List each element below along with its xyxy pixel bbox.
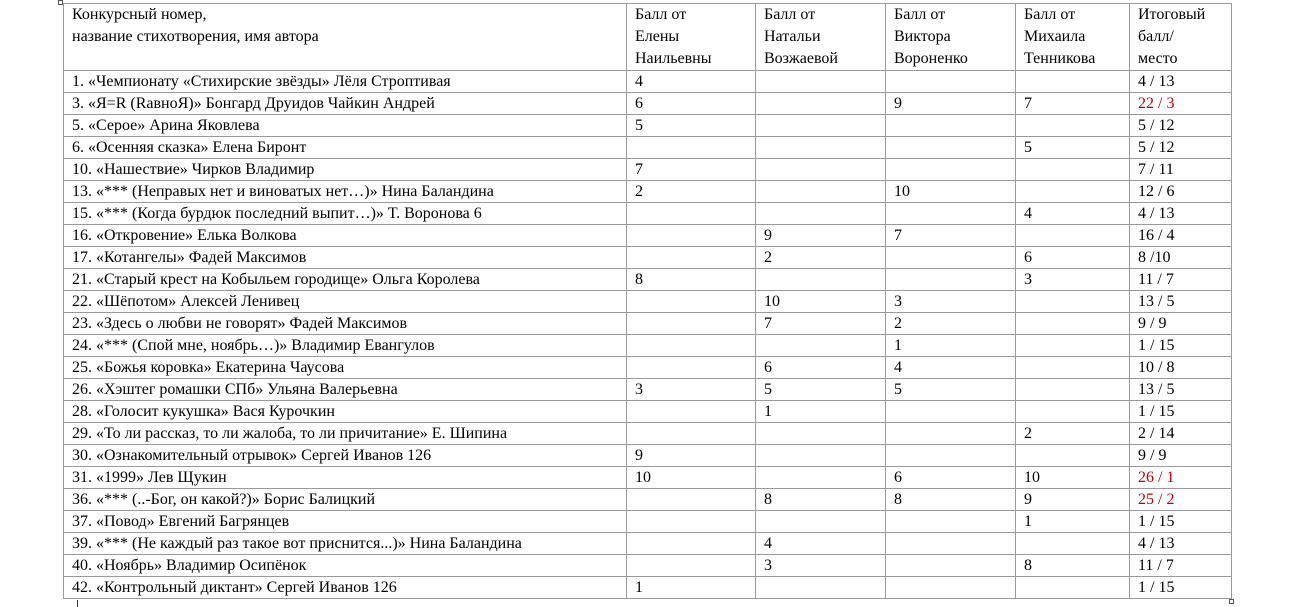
cell-score-judge-3: 7 — [886, 225, 1016, 247]
cell-total-place: 1 / 15 — [1130, 577, 1232, 599]
cell-score-judge-4 — [1016, 445, 1130, 467]
cell-score-judge-2 — [756, 269, 886, 291]
cell-score-judge-1: 9 — [627, 445, 756, 467]
cell-score-judge-2 — [756, 137, 886, 159]
cell-entry: 15. «*** (Когда бурдюк последний выпит…)» Т. Воронова 6 — [64, 203, 627, 225]
table-row — [64, 577, 1232, 599]
cell-score-judge-1 — [627, 533, 756, 555]
cell-total-place: 16 / 4 — [1130, 225, 1232, 247]
cell-entry: 22. «Шёпотом» Алексей Ленивец — [64, 291, 627, 313]
cell-score-judge-4 — [1016, 357, 1130, 379]
table-resize-handle[interactable] — [1229, 599, 1234, 604]
cell-score-judge-3: 6 — [886, 467, 1016, 489]
cell-score-judge-3 — [886, 203, 1016, 225]
header-judge-3-line1: Балл от — [894, 6, 946, 23]
header-judge-1-line1: Балл от — [635, 6, 687, 23]
cell-score-judge-2 — [756, 511, 886, 533]
cell-score-judge-1 — [627, 225, 756, 247]
header-entry-line1: Конкурсный номер, — [72, 6, 207, 23]
cell-total-place: 12 / 6 — [1130, 181, 1232, 203]
cell-score-judge-4 — [1016, 313, 1130, 335]
cell-score-judge-3 — [886, 401, 1016, 423]
cell-score-judge-1: 3 — [627, 379, 756, 401]
header-judge-3-line2: Виктора — [894, 28, 951, 45]
cell-entry: 21. «Старый крест на Кобыльем городище» Ольга Королева — [64, 269, 627, 291]
header-judge-4-line3: Тенникова — [1024, 50, 1096, 67]
cell-score-judge-2 — [756, 445, 886, 467]
cell-score-judge-2 — [756, 115, 886, 137]
cell-total-place: 8 /10 — [1130, 247, 1232, 269]
cell-total-place: 26 / 1 — [1130, 467, 1232, 489]
header-entry — [64, 4, 627, 71]
cell-score-judge-2 — [756, 335, 886, 357]
cell-entry: 17. «Котангелы» Фадей Максимов — [64, 247, 627, 269]
cell-total-place: 7 / 11 — [1130, 159, 1232, 181]
cell-score-judge-4 — [1016, 115, 1130, 137]
cell-total-place: 10 / 8 — [1130, 357, 1232, 379]
cell-total-place: 4 / 13 — [1130, 203, 1232, 225]
cell-total-place: 1 / 15 — [1130, 335, 1232, 357]
table-row — [64, 93, 1232, 115]
cell-entry: 28. «Голосит кукушка» Вася Курочкин — [64, 401, 627, 423]
header-judge-2 — [756, 4, 886, 71]
cell-entry: 42. «Контрольный диктант» Сергей Иванов 126 — [64, 577, 627, 599]
cell-score-judge-4: 6 — [1016, 247, 1130, 269]
cell-score-judge-3 — [886, 555, 1016, 577]
cell-total-place: 9 / 9 — [1130, 445, 1232, 467]
header-judge-4-line1: Балл от — [1024, 6, 1076, 23]
cell-score-judge-1 — [627, 247, 756, 269]
cell-total-place: 25 / 2 — [1130, 489, 1232, 511]
table-row — [64, 555, 1232, 577]
cell-score-judge-2 — [756, 577, 886, 599]
cell-entry: 36. «*** (..-Бог, он какой?)» Борис Балицкий — [64, 489, 627, 511]
cell-score-judge-4: 9 — [1016, 489, 1130, 511]
header-judge-2-line3: Возжаевой — [764, 50, 838, 67]
cell-score-judge-2: 4 — [756, 533, 886, 555]
cell-score-judge-4 — [1016, 225, 1130, 247]
cell-score-judge-3: 2 — [886, 313, 1016, 335]
cell-score-judge-1 — [627, 335, 756, 357]
cell-total-place: 13 / 5 — [1130, 379, 1232, 401]
cell-score-judge-1 — [627, 401, 756, 423]
table-row — [64, 533, 1232, 555]
cell-entry: 13. «*** (Неправых нет и виноватых нет…)» Нина Баландина — [64, 181, 627, 203]
table-row — [64, 159, 1232, 181]
cell-score-judge-2: 9 — [756, 225, 886, 247]
cell-score-judge-2: 2 — [756, 247, 886, 269]
cell-entry: 25. «Божья коровка» Екатерина Чаусова — [64, 357, 627, 379]
cell-score-judge-4 — [1016, 379, 1130, 401]
cell-score-judge-3 — [886, 577, 1016, 599]
cell-total-place: 1 / 15 — [1130, 401, 1232, 423]
cell-score-judge-1 — [627, 489, 756, 511]
cell-entry: 5. «Серое» Арина Яковлева — [64, 115, 627, 137]
cell-score-judge-2 — [756, 93, 886, 115]
header-judge-2-line2: Натальи — [764, 28, 821, 45]
table-row — [64, 335, 1232, 357]
cell-score-judge-1 — [627, 137, 756, 159]
cell-score-judge-3 — [886, 159, 1016, 181]
cell-score-judge-1 — [627, 423, 756, 445]
cell-score-judge-4 — [1016, 71, 1130, 93]
cell-score-judge-2: 10 — [756, 291, 886, 313]
table-row — [64, 115, 1232, 137]
cell-entry: 3. «Я=R (RавноЯ)» Бонгард Друидов Чайкин Андрей — [64, 93, 627, 115]
cell-entry: 1. «Чемпионату «Стихирские звёзды» Лёля Строптивая — [64, 71, 627, 93]
header-total — [1130, 4, 1232, 71]
table-row — [64, 225, 1232, 247]
table-row — [64, 445, 1232, 467]
cell-score-judge-3 — [886, 115, 1016, 137]
cell-score-judge-4 — [1016, 335, 1130, 357]
header-judge-1-line3: Наильевны — [635, 50, 712, 67]
cell-score-judge-1 — [627, 357, 756, 379]
cell-total-place: 5 / 12 — [1130, 115, 1232, 137]
table-row — [64, 203, 1232, 225]
cell-score-judge-1: 6 — [627, 93, 756, 115]
header-judge-2-line1: Балл от — [764, 6, 816, 23]
cell-score-judge-4: 4 — [1016, 203, 1130, 225]
cell-score-judge-4 — [1016, 291, 1130, 313]
cell-entry: 39. «*** (Не каждый раз такое вот приснится...)» Нина Баландина — [64, 533, 627, 555]
table-row — [64, 357, 1232, 379]
results-table — [63, 3, 1232, 599]
header-judge-1-line2: Елены — [635, 28, 680, 45]
cell-score-judge-1: 7 — [627, 159, 756, 181]
header-judge-4 — [1016, 4, 1130, 71]
cell-score-judge-2 — [756, 467, 886, 489]
cell-score-judge-1: 5 — [627, 115, 756, 137]
cell-total-place: 5 / 12 — [1130, 137, 1232, 159]
cell-score-judge-4: 3 — [1016, 269, 1130, 291]
cell-score-judge-2: 5 — [756, 379, 886, 401]
table-row — [64, 247, 1232, 269]
header-entry-line2: название стихотворения, имя автора — [72, 28, 319, 45]
cell-total-place: 4 / 13 — [1130, 533, 1232, 555]
cell-score-judge-3 — [886, 269, 1016, 291]
cell-score-judge-1: 8 — [627, 269, 756, 291]
cell-entry: 24. «*** (Спой мне, ноябрь…)» Владимир Евангулов — [64, 335, 627, 357]
cell-score-judge-1: 2 — [627, 181, 756, 203]
header-judge-3 — [886, 4, 1016, 71]
header-judge-1 — [627, 4, 756, 71]
cell-score-judge-1 — [627, 511, 756, 533]
header-judge-4-line2: Михаила — [1024, 28, 1086, 45]
cell-total-place: 9 / 9 — [1130, 313, 1232, 335]
cell-score-judge-4: 1 — [1016, 511, 1130, 533]
cell-total-place: 1 / 15 — [1130, 511, 1232, 533]
header-total-line2: балл/ — [1138, 28, 1174, 45]
cell-score-judge-1: 10 — [627, 467, 756, 489]
cell-score-judge-4 — [1016, 401, 1130, 423]
cell-score-judge-1 — [627, 203, 756, 225]
header-total-line1: Итоговый — [1138, 6, 1206, 23]
cell-score-judge-2: 6 — [756, 357, 886, 379]
cell-score-judge-4: 5 — [1016, 137, 1130, 159]
cell-score-judge-2: 3 — [756, 555, 886, 577]
cell-score-judge-4 — [1016, 159, 1130, 181]
cell-score-judge-1: 4 — [627, 71, 756, 93]
cell-score-judge-4 — [1016, 577, 1130, 599]
cell-score-judge-4 — [1016, 533, 1130, 555]
cell-score-judge-2: 7 — [756, 313, 886, 335]
table-row — [64, 313, 1232, 335]
cell-entry: 26. «Хэштег ромашки СПб» Ульяна Валерьевна — [64, 379, 627, 401]
table-row — [64, 401, 1232, 423]
cell-score-judge-3: 3 — [886, 291, 1016, 313]
cell-score-judge-2 — [756, 423, 886, 445]
cell-score-judge-2 — [756, 159, 886, 181]
cell-score-judge-3: 5 — [886, 379, 1016, 401]
cell-entry: 40. «Ноябрь» Владимир Осипёнок — [64, 555, 627, 577]
cell-entry: 6. «Осенняя сказка» Елена Биронт — [64, 137, 627, 159]
cell-score-judge-3: 9 — [886, 93, 1016, 115]
table-row — [64, 489, 1232, 511]
cell-score-judge-3 — [886, 423, 1016, 445]
cell-score-judge-3 — [886, 511, 1016, 533]
cell-entry: 30. «Ознакомительный отрывок» Сергей Иванов 126 — [64, 445, 627, 467]
table-row — [64, 511, 1232, 533]
text-cursor — [77, 600, 78, 607]
cell-score-judge-3: 4 — [886, 357, 1016, 379]
cell-score-judge-3 — [886, 533, 1016, 555]
cell-score-judge-2: 1 — [756, 401, 886, 423]
cell-total-place: 11 / 7 — [1130, 269, 1232, 291]
table-row — [64, 269, 1232, 291]
cell-total-place: 13 / 5 — [1130, 291, 1232, 313]
cell-total-place: 11 / 7 — [1130, 555, 1232, 577]
cell-score-judge-4: 2 — [1016, 423, 1130, 445]
cell-score-judge-4: 7 — [1016, 93, 1130, 115]
cell-score-judge-1 — [627, 291, 756, 313]
cell-entry: 23. «Здесь о любви не говорят» Фадей Максимов — [64, 313, 627, 335]
cell-score-judge-3 — [886, 247, 1016, 269]
cell-total-place: 2 / 14 — [1130, 423, 1232, 445]
table-row — [64, 379, 1232, 401]
cell-score-judge-2 — [756, 181, 886, 203]
table-row — [64, 423, 1232, 445]
cell-score-judge-3: 10 — [886, 181, 1016, 203]
table-row — [64, 181, 1232, 203]
cell-entry: 37. «Повод» Евгений Багрянцев — [64, 511, 627, 533]
cell-score-judge-3: 1 — [886, 335, 1016, 357]
cell-score-judge-2: 8 — [756, 489, 886, 511]
table-row — [64, 467, 1232, 489]
cell-score-judge-1: 1 — [627, 577, 756, 599]
cell-entry: 10. «Нашествие» Чирков Владимир — [64, 159, 627, 181]
cell-score-judge-4: 8 — [1016, 555, 1130, 577]
table-row — [64, 71, 1232, 93]
header-judge-3-line3: Вороненко — [894, 50, 968, 67]
cell-score-judge-1 — [627, 555, 756, 577]
cell-score-judge-4 — [1016, 181, 1130, 203]
cell-total-place: 22 / 3 — [1130, 93, 1232, 115]
cell-entry: 16. «Откровение» Елька Волкова — [64, 225, 627, 247]
cell-score-judge-1 — [627, 313, 756, 335]
cell-score-judge-2 — [756, 71, 886, 93]
cell-score-judge-3 — [886, 445, 1016, 467]
cell-score-judge-2 — [756, 203, 886, 225]
header-total-line3: место — [1138, 50, 1178, 67]
table-row — [64, 291, 1232, 313]
cell-total-place: 4 / 13 — [1130, 71, 1232, 93]
cell-entry: 31. «1999» Лев Щукин — [64, 467, 627, 489]
table-row — [64, 137, 1232, 159]
cell-score-judge-3 — [886, 71, 1016, 93]
cell-score-judge-3: 8 — [886, 489, 1016, 511]
header-row — [64, 4, 1232, 71]
cell-score-judge-4: 10 — [1016, 467, 1130, 489]
cell-score-judge-3 — [886, 137, 1016, 159]
cell-entry: 29. «То ли рассказ, то ли жалоба, то ли причитание» Е. Шипина — [64, 423, 627, 445]
